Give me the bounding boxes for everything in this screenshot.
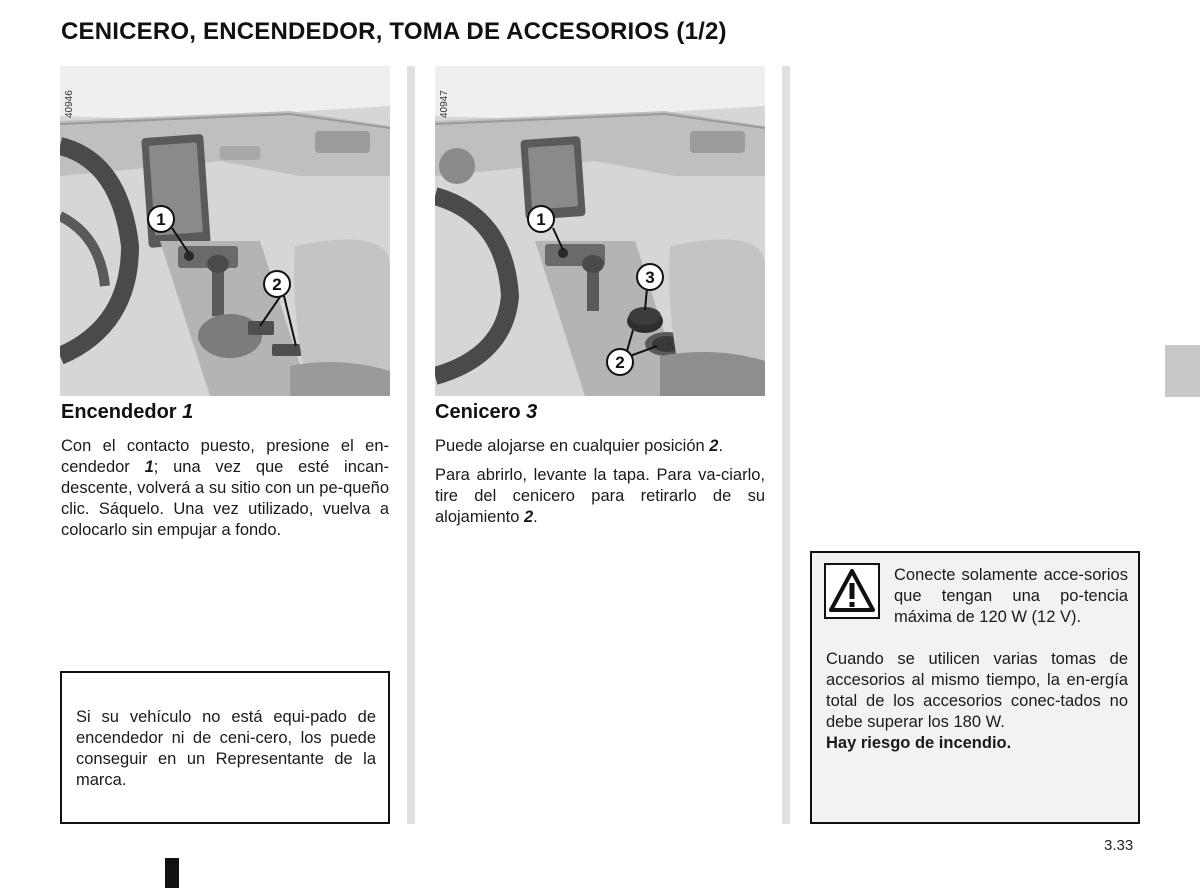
warning-detail [826,649,1128,754]
column-separator-right [782,66,790,824]
ashtray-figure [435,66,765,396]
warning-total-power-text: Cuando se utilicen varias tomas de accesorios al mismo tiempo, la en-ergía total de los accesorios conec-tados no debe superar los 180 W. [826,650,1128,731]
callout-2-left: 2 [272,275,282,294]
lighter-paragraph: Con el contacto puesto, presione el en-cendedor 1; una vez que esté incan-descente, volverá a su sitio con un pe-queño clic. Sáquelo. Una vez utilizado, vuelva a colocarlo sin empujar a fondo. [61,437,389,539]
figure-code-middle: 40947 [439,90,450,118]
warning-icon-frame [824,563,880,619]
page-number: 3.33 [1104,837,1134,854]
figure-code-left: 40946 [64,90,75,118]
dashboard-illustration-middle [435,66,765,396]
availability-note-box [60,671,390,824]
callout-2-middle: 2 [615,353,625,372]
chapter-tab [1165,345,1200,397]
warning-power-text: Conecte solamente acce-sorios que tengan una po-tencia máxima de 120 W (12 V). [894,566,1128,626]
callout-1-left: 1 [156,210,166,229]
column-separator-left [407,66,415,824]
ashtray-paragraph-2: Para abrirlo, levante la tapa. Para va-ciarlo, tire del cenicero para retirarlo de su alojamiento 2. [435,466,765,526]
lighter-heading: Encendedor 1 [61,401,194,423]
callout-1-middle: 1 [536,210,546,229]
availability-note-text: Si su vehículo no está equi-pado de encendedor ni de ceni-cero, los puede conseguir en un Representante de la marca. [76,708,376,789]
lighter-figure [60,66,390,396]
callout-3-middle: 3 [645,268,655,287]
dashboard-illustration-left [60,66,390,396]
ashtray-heading: Cenicero 3 [435,401,538,423]
crop-mark [165,858,179,888]
ashtray-paragraph-1: Puede alojarse en cualquier posición 2. [435,437,724,455]
warning-fire-risk: Hay riesgo de incendio. [826,734,1012,752]
warning-triangle-icon [826,565,878,617]
warning-box [810,551,1140,824]
page-title: CENICERO, ENCENDEDOR, TOMA DE ACCESORIOS (1/2) [61,18,727,45]
